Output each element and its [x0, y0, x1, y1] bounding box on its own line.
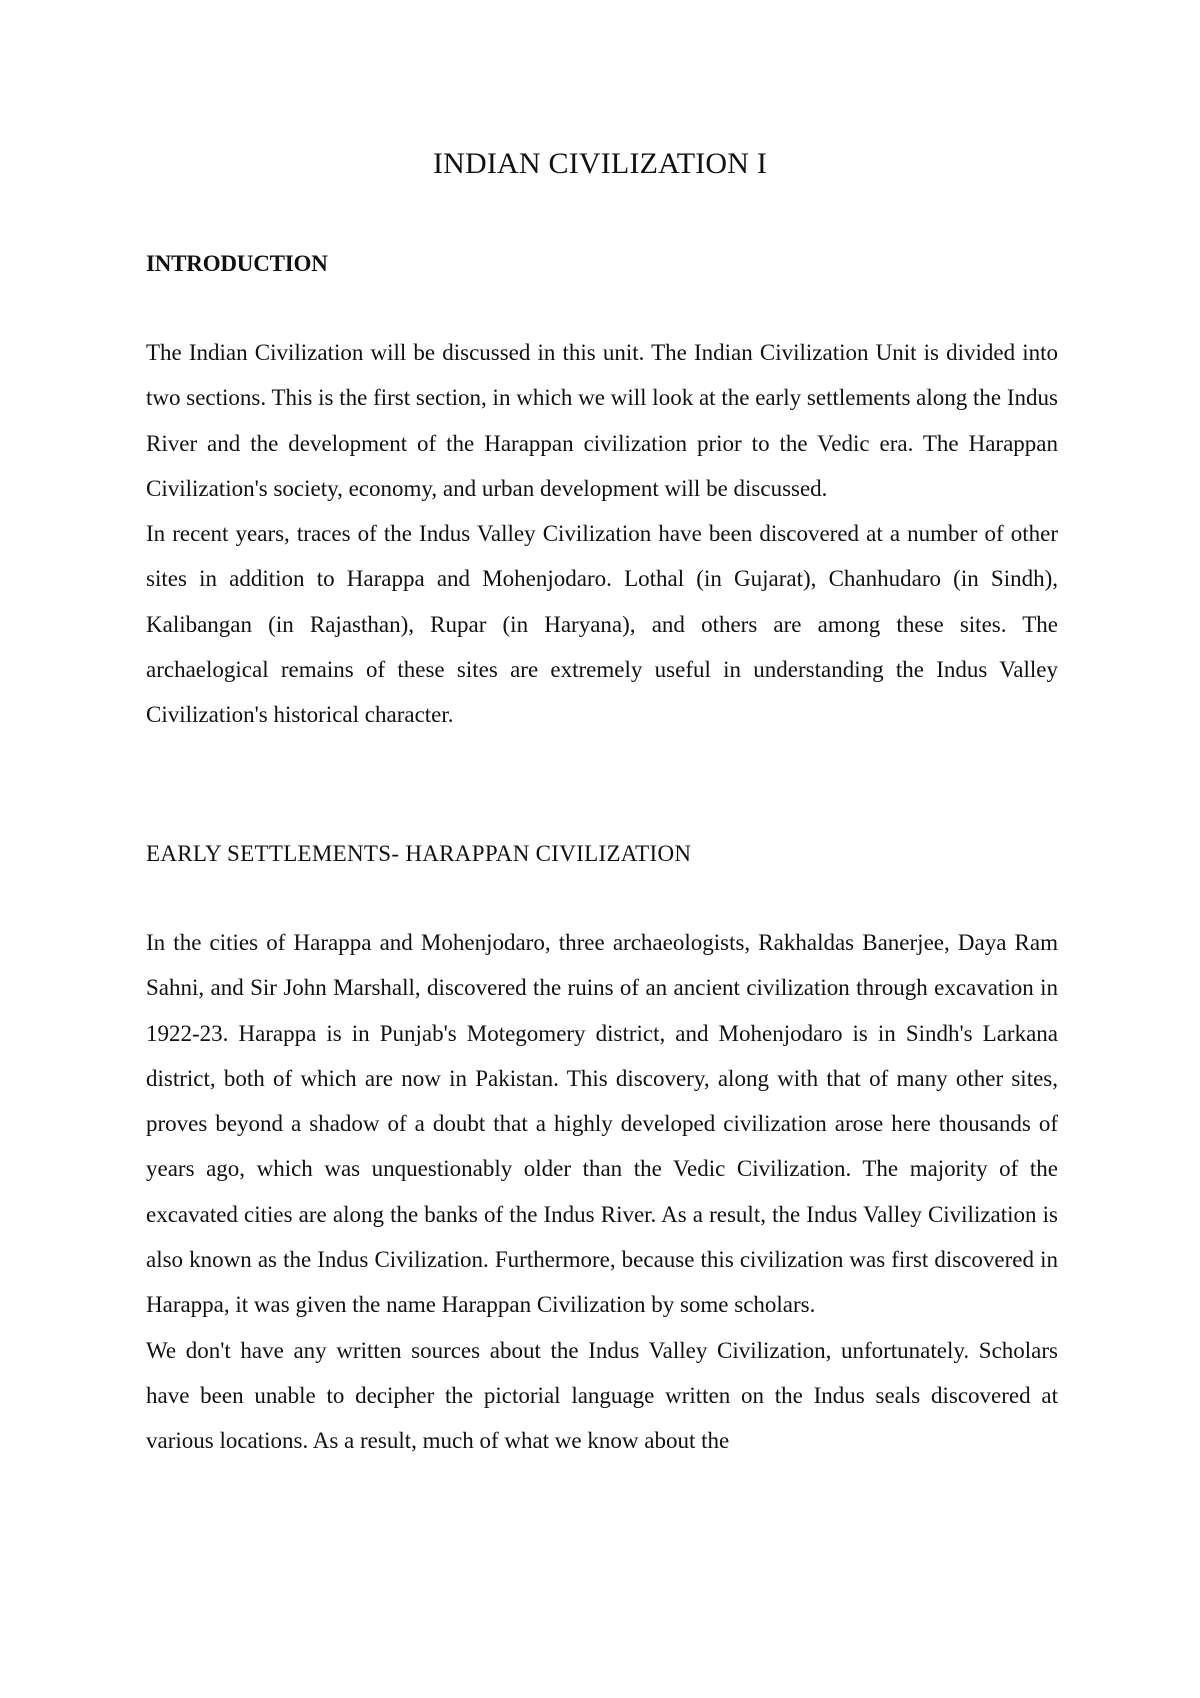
paragraph: In the cities of Harappa and Mohenjodaro, three archaeologists, Rakhaldas Banerjee, Daya Ram Sahni, and Sir John Marshall, discovered the ruins of an ancient civilization through excavation in 1922-23. Harappa is in Punjab's Motegomery district, and Mohenjodaro is in Sindh's Larkana district, both of which are now in Pakistan. This discovery, along with that of many other sites, proves beyond a shadow of a doubt that a highly developed civilization arose here thousands of years ago, which was unquestionably older than the Vedic Civilization. The majority of the excavated cities are along the banks of the Indus River. As a result, the Indus Valley Civilization is also known as the Indus Civilization. Furthermore, because this civilization was first discovered in Harappa, it was given the name Harappan Civilization by some scholars.	[146, 930, 1058, 1318]
paragraph: The Indian Civilization will be discussed in this unit. The Indian Civilization Unit is divided into two sections. This is the first section, in which we will look at the early settlements along the Indus River and the development of the Harappan civilization prior to the Vedic era. The Harappan Civilization's society, economy, and urban development will be discussed.	[146, 340, 1058, 501]
section-heading-introduction: INTRODUCTION	[146, 251, 328, 276]
paragraph: We don't have any written sources about the Indus Valley Civilization, unfortunately. Scholars have been unable to decipher the pictorial language written on the Indus seals discovered at various locations. As a result, much of what we know about the	[146, 1337, 1058, 1454]
early-settlements-body	[146, 920, 1058, 1464]
introduction-body	[146, 330, 1058, 738]
document-title: INDIAN CIVILIZATION I	[432, 147, 768, 180]
section-heading-early-settlements: EARLY SETTLEMENTS- HARAPPAN CIVILIZATION	[146, 841, 692, 866]
paragraph: In recent years, traces of the Indus Valley Civilization have been discovered at a number of other sites in addition to Harappa and Mohenjodaro. Lothal (in Gujarat), Chanhudaro (in Sindh), Kalibangan (in Rajasthan), Rupar (in Haryana), and others are among these sites. The archaelogical remains of these sites are extremely useful in understanding the Indus Valley Civilization's historical character.	[146, 521, 1058, 728]
